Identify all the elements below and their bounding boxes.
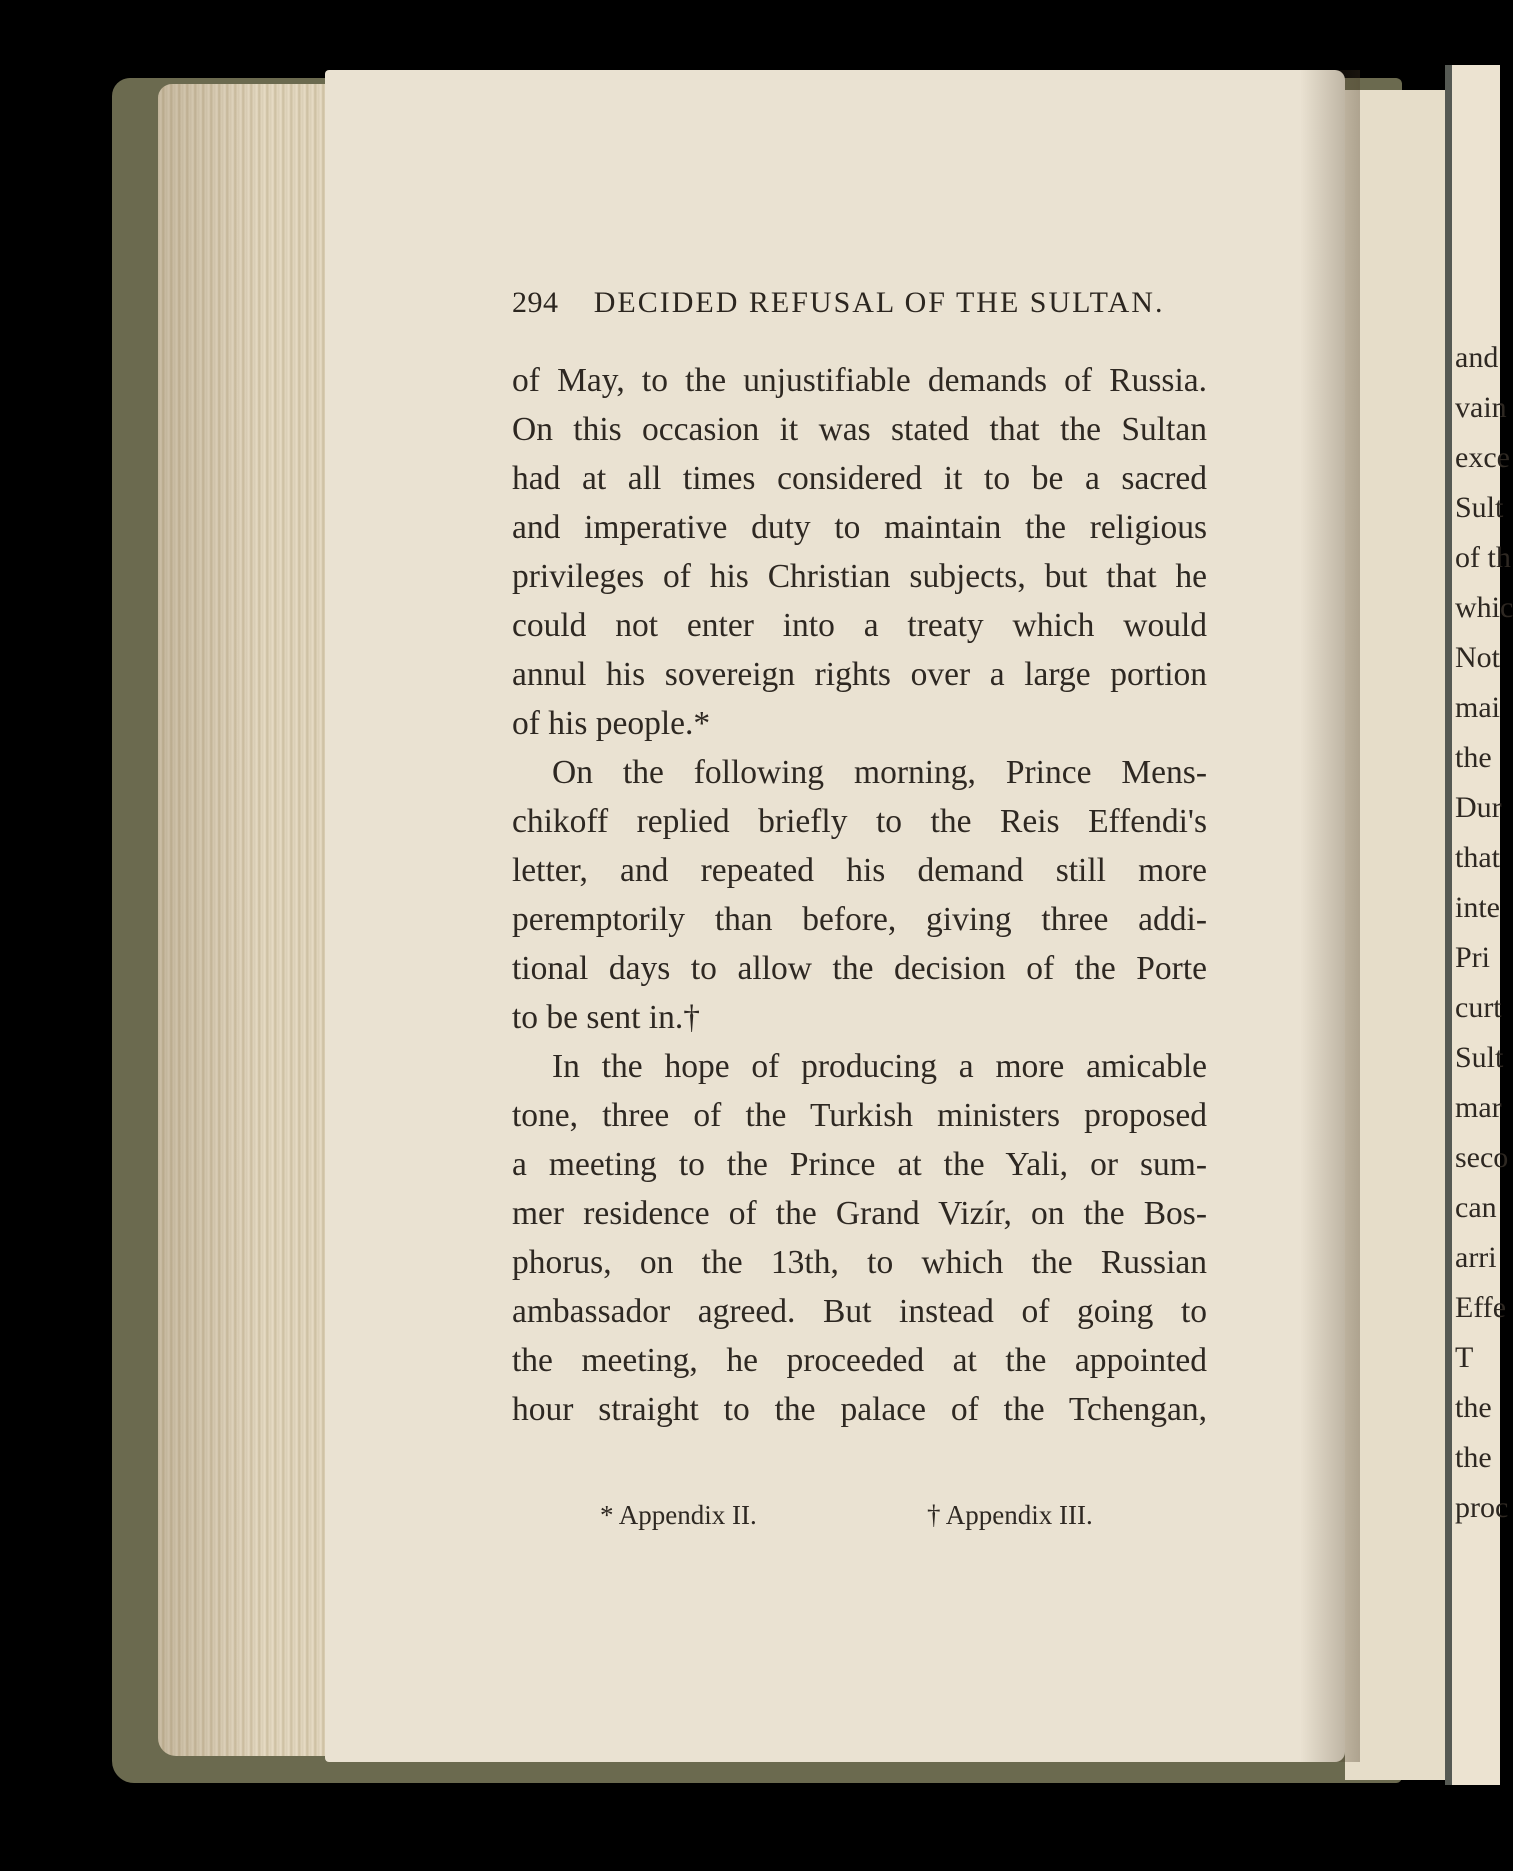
- text-line: and imperative duty to maintain the religious: [512, 509, 1207, 546]
- text-line: tone, three of the Turkish ministers proposed: [512, 1097, 1207, 1134]
- footnote: † Appendix III.: [927, 1500, 1093, 1530]
- right-page-fragment: the: [1455, 1391, 1492, 1424]
- right-page-fragment: and: [1455, 341, 1499, 374]
- text-line: of May, to the unjustifiable demands of Russia.: [512, 362, 1207, 399]
- text-line: could not enter into a treaty which would: [512, 607, 1207, 644]
- right-page-fragment: proc: [1455, 1491, 1509, 1524]
- right-page-fragment: the: [1455, 1441, 1492, 1474]
- text-line: phorus, on the 13th, to which the Russian: [512, 1244, 1207, 1281]
- text-line: a meeting to the Prince at the Yali, or sum-: [512, 1146, 1207, 1183]
- right-page-fragment: exce: [1455, 441, 1510, 474]
- chapter-heading: DECIDED REFUSAL OF THE SULTAN.: [593, 286, 1165, 319]
- text-line: hour straight to the palace of the Tchengan,: [512, 1391, 1207, 1428]
- right-page: [1345, 90, 1455, 1780]
- text-line: of his people.*: [512, 705, 711, 742]
- paragraph-start-line: On the following morning, Prince Mens-: [552, 754, 1207, 791]
- right-page-fragment: whic: [1455, 591, 1513, 624]
- right-page-fragment: that: [1455, 841, 1500, 874]
- text-line: privileges of his Christian subjects, but that he: [512, 558, 1207, 595]
- text-line: letter, and repeated his demand still more: [512, 852, 1207, 889]
- text-line: mer residence of the Grand Vizír, on the Bos-: [512, 1195, 1207, 1232]
- text-line: ambassador agreed. But instead of going to: [512, 1293, 1207, 1330]
- right-page-fragment: Dur: [1455, 791, 1502, 824]
- right-page-fragment: inte: [1455, 891, 1500, 924]
- right-page-fragment: vain: [1455, 391, 1507, 424]
- right-page-fragment: Effe: [1455, 1291, 1507, 1324]
- right-page-fragment: mai: [1455, 691, 1500, 724]
- text-line: peremptorily than before, giving three addi-: [512, 901, 1207, 938]
- right-page-fragment: mar: [1455, 1091, 1502, 1124]
- text-line: tional days to allow the decision of the Porte: [512, 950, 1207, 987]
- text-line: had at all times considered it to be a sacred: [512, 460, 1207, 497]
- right-page-fragment: Sult: [1455, 1041, 1504, 1074]
- right-page-fragment: T: [1455, 1341, 1474, 1374]
- right-page-fragment: arri: [1455, 1241, 1497, 1274]
- right-page-fragment: Pri: [1455, 941, 1491, 974]
- right-page-fragment: of th: [1455, 541, 1511, 574]
- text-line: annul his sovereign rights over a large portion: [512, 656, 1207, 693]
- paragraph-start-line: In the hope of producing a more amicable: [552, 1048, 1207, 1085]
- page-gutter: [1300, 70, 1360, 1762]
- right-page-visible: [1452, 65, 1513, 1785]
- text-line: chikoff replied briefly to the Reis Effendi's: [512, 803, 1207, 840]
- right-page-fragment: Not: [1455, 641, 1500, 674]
- text-line: the meeting, he proceeded at the appointed: [512, 1342, 1207, 1379]
- right-page-fragment: Sult: [1455, 491, 1504, 524]
- right-page-fragment: seco: [1455, 1141, 1509, 1174]
- right-page-fragment: can: [1455, 1191, 1497, 1224]
- footnote: * Appendix II.: [600, 1500, 757, 1530]
- page-edges-shadow: [158, 84, 333, 1756]
- running-head: [512, 286, 1212, 320]
- right-page-fragment: curt: [1455, 991, 1502, 1024]
- page-number: 294: [512, 286, 559, 319]
- right-page-fragment: the: [1455, 741, 1492, 774]
- text-line: On this occasion it was stated that the Sultan: [512, 411, 1207, 448]
- text-line: to be sent in.†: [512, 999, 700, 1036]
